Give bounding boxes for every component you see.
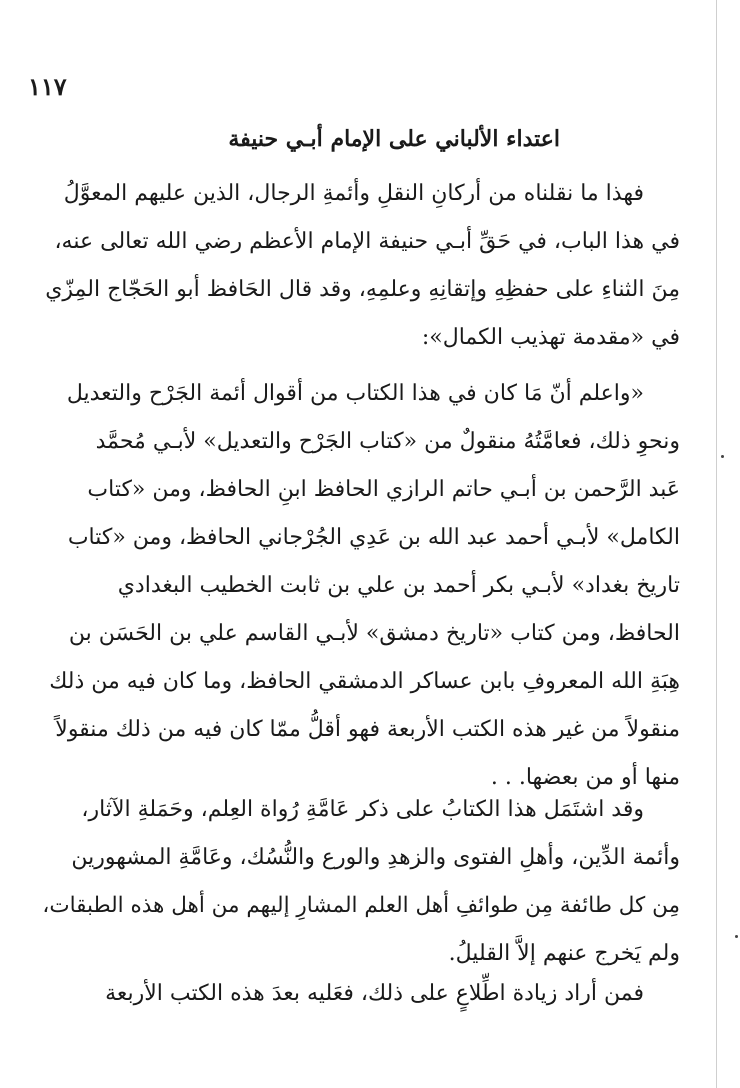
text-line: منها أو من بعضها. . . (490, 765, 680, 790)
text-line: مِنَ الثناءِ على حفظِهِ وإتقانِهِ وعلمِهِ، وقد قال الحَافظ أبو الحَجّاج المِزّي (45, 277, 680, 302)
page-number: ١١٧ (28, 72, 67, 101)
text-line: الكامل» لأبـي أحمد عبد الله بن عَدِي الجُرْجاني الحافظ، ومن «كتاب (67, 525, 680, 550)
text-line: وقد اشتَمَل هذا الكتابُ على ذكر عَامَّةِ رُواة العِلم، وحَمَلةِ الآثار، (81, 797, 644, 822)
text-line: هِبَةِ الله المعروفِ بابن عساكر الدمشقي الحافظ، وما كان فيه من ذلك (49, 669, 680, 694)
text-line: ونحوِ ذلك، فعامَّتُهُ منقولٌ من «كتاب الجَرْح والتعديل» لأبـي مُحمَّد (95, 429, 680, 454)
text-line: فمن أراد زيادة اطِّلاعٍ على ذلك، فعَليه بعدَ هذه الكتب الأربعة (105, 981, 644, 1006)
text-line: الحافظ، ومن كتاب «تاريخ دمشق» لأبـي القاسم علي بن الحَسَن بن (68, 621, 680, 646)
text-line: عَبد الرَّحمن بن أبـي حاتم الرازي الحافظ ابنِ الحافظ، ومن «كتاب (87, 477, 680, 502)
text-line: تاريخ بغداد» لأبـي بكر أحمد بن علي بن ثابت الخطيب البغدادي (117, 573, 680, 598)
paragraph-2-quote (32, 370, 680, 802)
page-edge-line (716, 0, 717, 1088)
margin-mark (735, 935, 738, 938)
text-line: في هذا الباب، في حَقِّ أبـي حنيفة الإمام الأعظم رضي الله تعالى عنه، (54, 229, 680, 254)
chapter-heading: اعتداء الألباني على الإمام أبـي حنيفة (228, 126, 560, 152)
margin-mark (721, 455, 724, 458)
paragraph-4 (32, 970, 680, 1018)
text-line: «واعلم أنّ مَا كان في هذا الكتاب من أقوال أئمة الجَرْح والتعديل (66, 381, 644, 406)
text-line: فهذا ما نقلناه من أركانِ النقلِ وأئمةِ الرجال، الذين عليهم المعوَّلُ (63, 181, 644, 206)
text-line: وأئمة الدِّين، وأهلِ الفتوى والزهدِ والورع والنُّسُك، وعَامَّةِ المشهورين (71, 845, 680, 870)
paragraph-3 (32, 786, 680, 978)
text-line: منقولاً من غير هذه الكتب الأربعة فهو أقلُّ ممّا كان فيه من ذلك منقولاً (55, 717, 680, 742)
text-line: مِن كل طائفة مِن طوائفِ أهل العلم المشارِ إليهم من أهل هذه الطبقات، (42, 893, 680, 918)
text-line: ولم يَخرج عنهم إلاَّ القليلُ. (448, 941, 680, 966)
paragraph-1 (32, 170, 680, 362)
text-line: في «مقدمة تهذيب الكمال»: (421, 325, 680, 350)
